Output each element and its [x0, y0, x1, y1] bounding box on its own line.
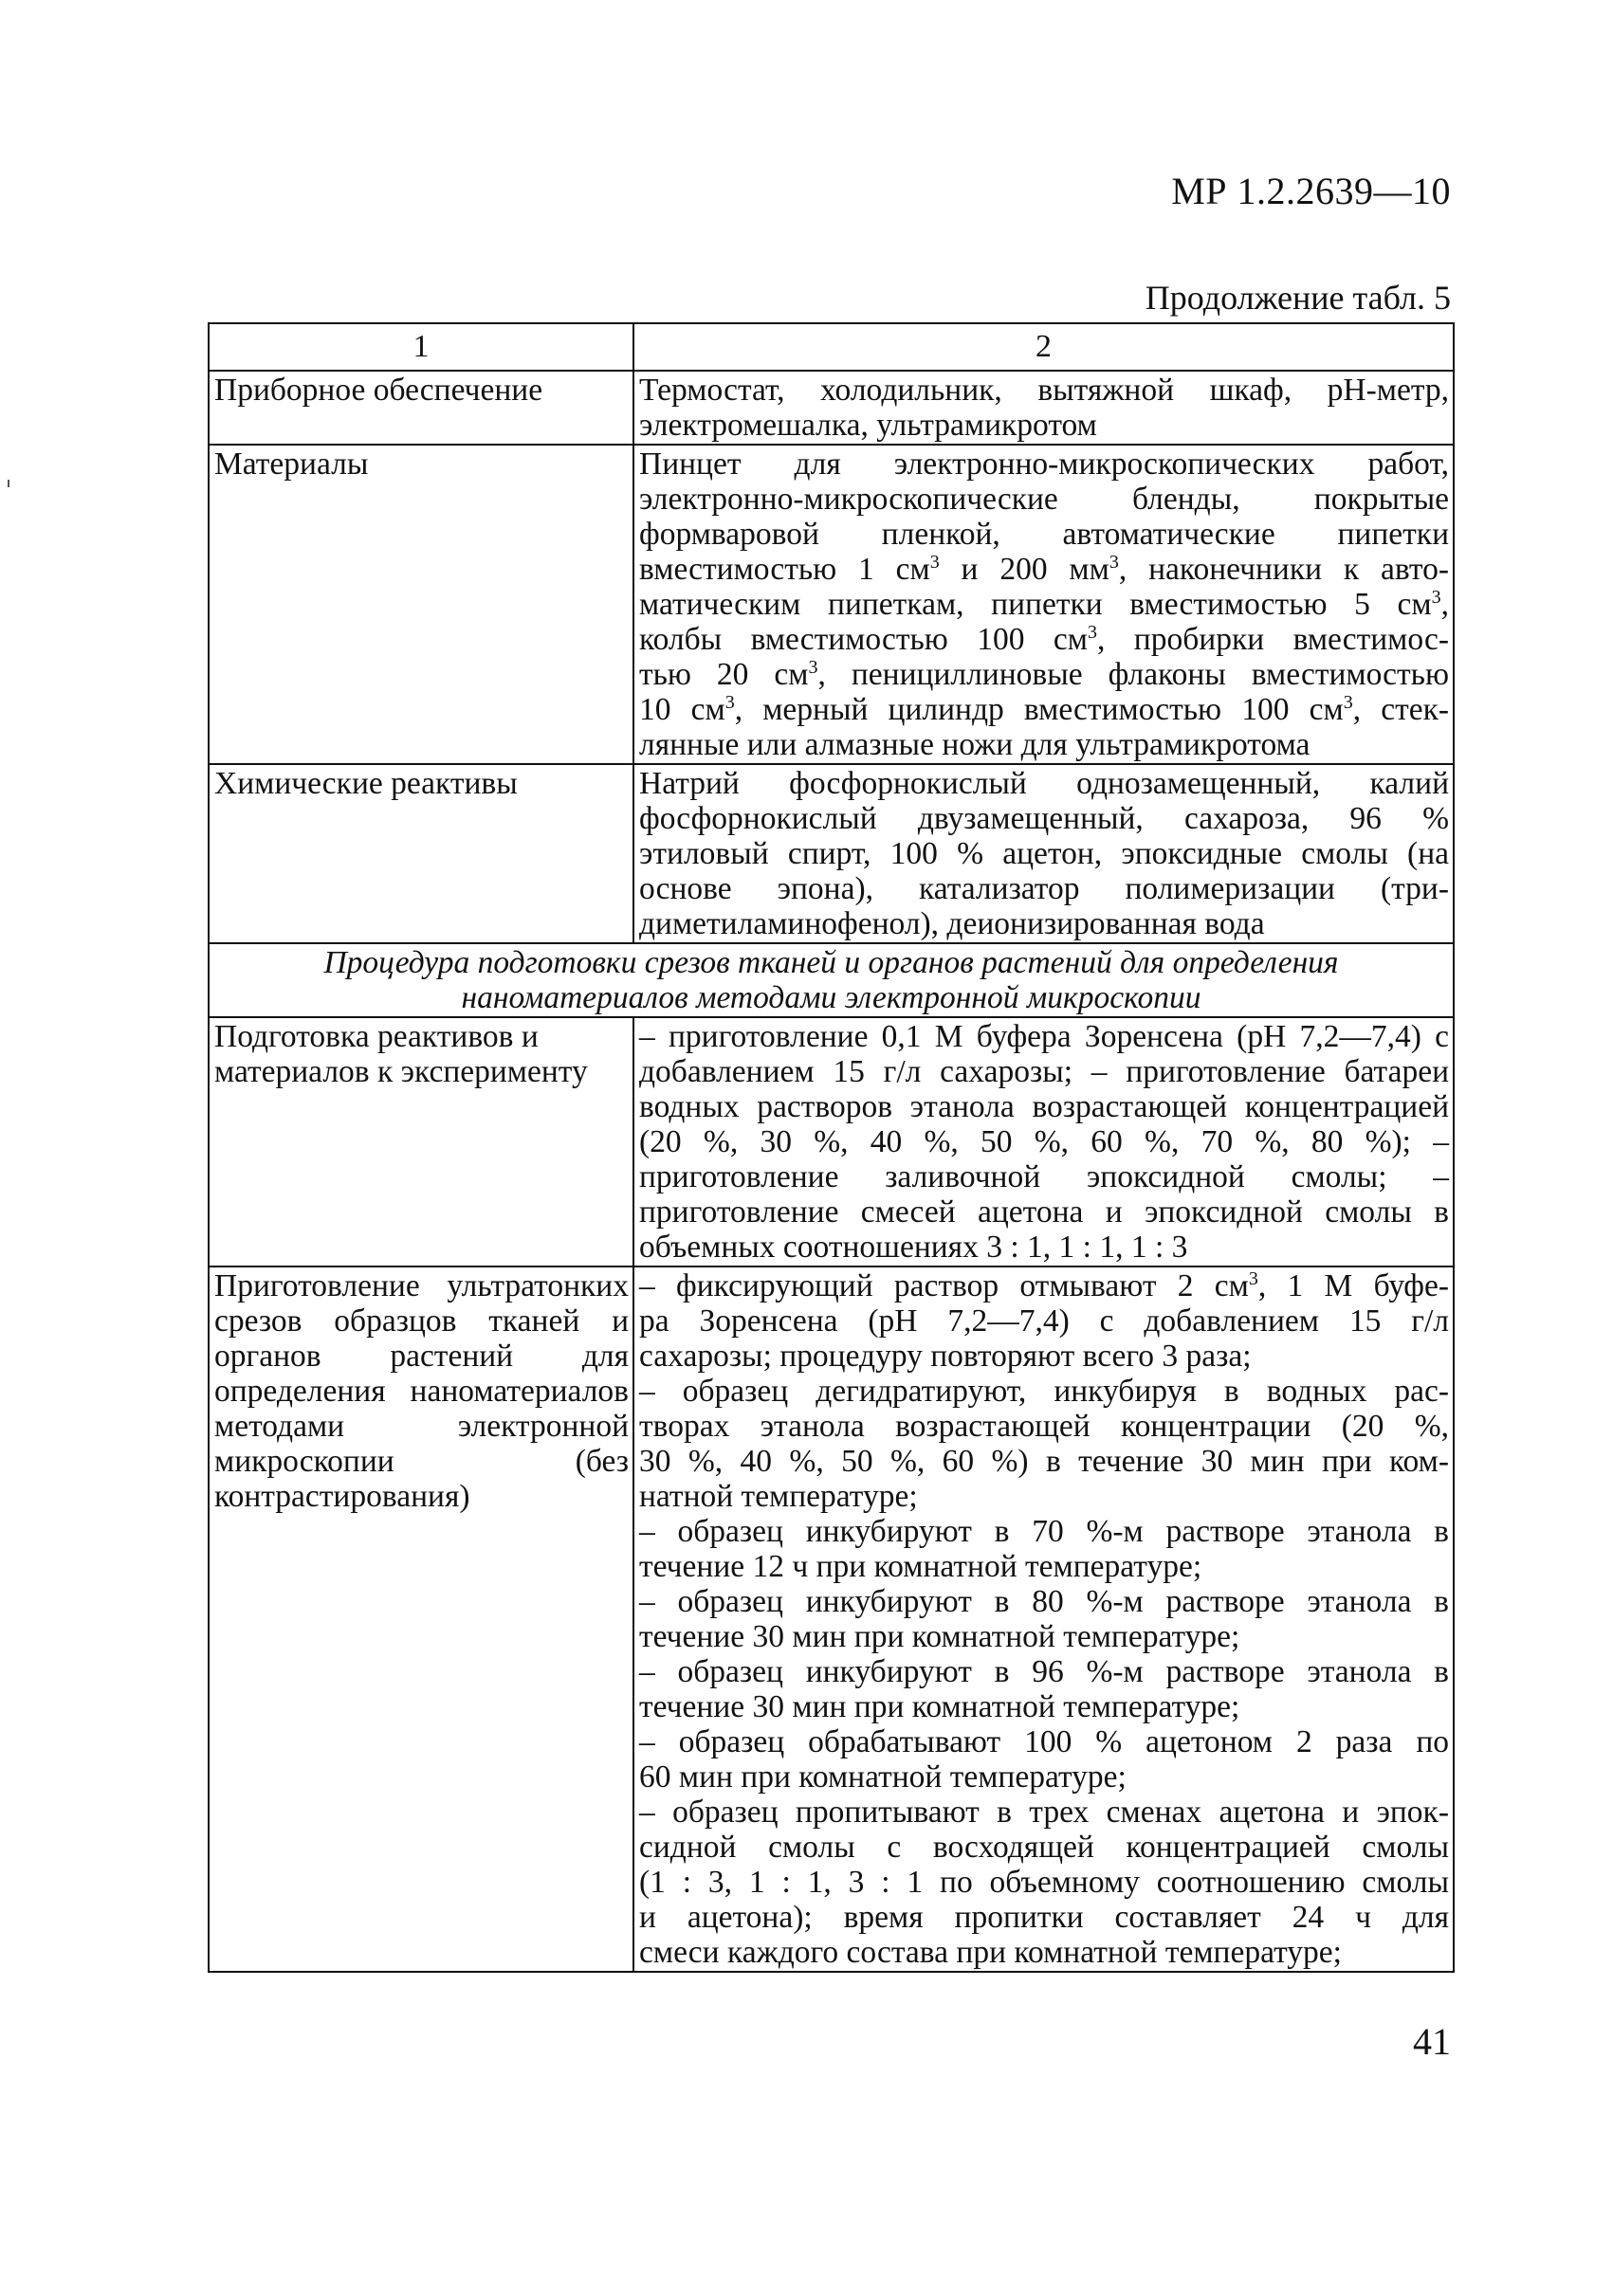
sections-line: – образец пропитывают в трех сменах ацетона и эпок-	[639, 1795, 1449, 1830]
materials-line: вместимостью 1 $см^3$ и 200 $мм^3$, наконечники к авто-	[639, 551, 1449, 587]
row-content-materials	[633, 445, 1454, 764]
sections-line: (1 : 3, 1 : 1, 3 : 1 по объемному соотношению смолы	[639, 1865, 1449, 1900]
row-content-instruments: Термостат, холодильник, вытяжной шкаф, pH-метр, электромешалка, ультрамикротом	[633, 371, 1454, 445]
row-label-materials: Материалы	[209, 445, 633, 764]
materials-line: колбы вместимостью 100 $см^3$, пробирки вместимос-	[639, 621, 1449, 657]
table-continuation-caption: Продолжение табл. 5	[1145, 279, 1451, 317]
sections-line: ра Зоренсена (pH 7,2—7,4) с добавлением 15 г/л	[639, 1303, 1449, 1339]
scan-edge-mark	[8, 480, 9, 487]
page-number: 41	[1413, 2020, 1451, 2063]
table-header-row	[209, 323, 1454, 371]
row-content-preparation: – приготовление 0,1 М буфера Зоренсена (pH 7,2—7,4) с добавлением 15 г/л сахарозы; – приготовление батареи водных растворов этанола возрастающей концентрацией (20 %, 30 %, 40 %, 50 %, 60 %, 70 %, 80 %); – приготовление заливочной эпоксидной смолы; – приготовление смесей ацетона и эпоксидной смолы в объемных соотношениях 3 : 1, 1 : 1, 1 : 3	[633, 1017, 1454, 1266]
row-content-sections	[633, 1266, 1454, 1972]
table-row-materials	[209, 445, 1454, 764]
materials-line: Пинцет для электронно-микроскопических работ,	[639, 446, 1449, 482]
row-label-preparation: Подготовка реактивов и материалов к эксперименту	[209, 1017, 633, 1266]
sections-line: натной температуре;	[639, 1479, 918, 1514]
row-label-sections: Приготовление ультратонких срезов образцов тканей и органов растений для определения наноматериалов методами электронной микроскопии (без контрастирования)	[209, 1266, 633, 1972]
materials-line: 10 $см^3$, мерный цилиндр вместимостью 100 $см^3$, стек-	[639, 691, 1450, 727]
sections-line: 60 мин при комнатной температуре;	[639, 1759, 1127, 1795]
section-heading: Процедура подготовки срезов тканей и органов растений для определения наноматериалов методами электронной микроскопии	[209, 943, 1454, 1017]
sections-line: сахарозы; процедуру повторяют всего 3 раза;	[639, 1339, 1252, 1374]
table-5	[208, 322, 1455, 1973]
document-code: МР 1.2.2639—10	[1171, 170, 1451, 212]
table-wrapper	[208, 322, 1453, 1973]
materials-line: матическим пипеткам, пипетки вместимостью 5 $см^3$,	[639, 586, 1449, 622]
materials-line: электронно-микроскопические бленды, покрытые	[639, 482, 1449, 517]
sections-line: – образец инкубируют в 80 %-м растворе этанола в	[639, 1584, 1449, 1619]
materials-line: лянные или алмазные ножи для ультрамикротома	[639, 727, 1311, 762]
materials-line: тью 20 $см^3$, пенициллиновые флаконы вместимостью	[639, 656, 1449, 692]
sections-line: течение 30 мин при комнатной температуре;	[639, 1689, 1240, 1724]
table-row-reagents	[209, 764, 1454, 943]
table-row-sections	[209, 1266, 1454, 1972]
sections-line: – образец инкубируют в 70 %-м растворе этанола в	[639, 1514, 1449, 1549]
sections-line: – образец дегидратируют, инкубируя в водных рас-	[639, 1374, 1449, 1409]
sections-line: течение 12 ч при комнатной температуре;	[639, 1549, 1202, 1584]
table-section-row	[209, 943, 1454, 1017]
sections-line: – образец обрабатывают 100 % ацетоном 2 раза по	[639, 1724, 1449, 1759]
sections-line: – образец инкубируют в 96 %-м растворе этанола в	[639, 1654, 1449, 1689]
sections-line: – фиксирующий раствор отмывают 2 $см^3$, 1 М буфе-	[639, 1267, 1449, 1303]
sections-line: течение 30 мин при комнатной температуре;	[639, 1619, 1240, 1654]
sections-line: смеси каждого состава при комнатной температуре;	[639, 1935, 1342, 1970]
table-row-preparation	[209, 1017, 1454, 1266]
sections-line: сидной смолы с восходящей концентрацией смолы	[639, 1830, 1449, 1865]
sections-line: творах этанола возрастающей концентрации (20 %,	[639, 1409, 1449, 1444]
row-label-reagents: Химические реактивы	[209, 764, 633, 943]
row-content-reagents: Натрий фосфорнокислый однозамещенный, калий фосфорнокислый двузамещенный, сахароза, 96 % этиловый спирт, 100 % ацетон, эпоксидные смолы (на основе эпона), катализатор полимеризации (три-диметиламинофенол), деионизированная вода	[633, 764, 1454, 943]
sections-line: и ацетона); время пропитки составляет 24 ч для	[639, 1900, 1449, 1935]
column-number-1: 1	[209, 323, 633, 371]
row-label-instruments: Приборное обеспечение	[209, 371, 633, 445]
sections-line: 30 %, 40 %, 50 %, 60 %) в течение 30 мин при ком-	[639, 1444, 1449, 1479]
column-number-2: 2	[633, 323, 1454, 371]
materials-line: формваровой пленкой, автоматические пипетки	[639, 517, 1449, 552]
table-row-instruments	[209, 371, 1454, 445]
